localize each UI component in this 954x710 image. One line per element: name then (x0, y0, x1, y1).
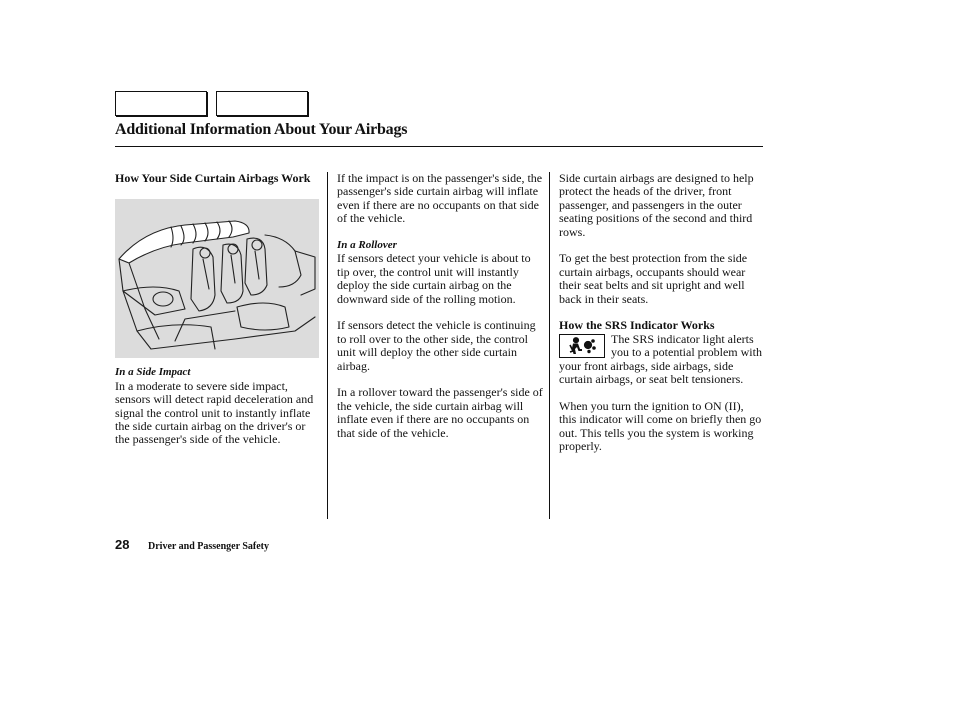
column-1 (115, 172, 323, 447)
paragraph-rollover-tip: If sensors detect your vehicle is about to tip over, the control unit will instantly deploy the side curtain airbag on the downward side of the rolling motion. (337, 251, 531, 306)
srs-indicator-glyph (567, 337, 597, 355)
column-2 (337, 172, 543, 440)
column-divider-2 (549, 172, 550, 519)
footer-section-name: Driver and Passenger Safety (148, 541, 270, 552)
title-rule (115, 146, 763, 147)
nav-tab-previous[interactable] (115, 91, 207, 116)
page-number: 28 (115, 537, 130, 552)
paragraph-best-protection: To get the best protection from the side curtain airbags, occupants should wear their seat belts and sit upright and well back in their seats. (559, 251, 748, 306)
paragraph-ignition: When you turn the ignition to ON (II), this indicator will come on briefly then go out. This tells you the system is working properly. (559, 398, 762, 454)
column-3 (559, 172, 763, 453)
paragraph-rollover-passenger: In a rollover toward the passenger's side of the vehicle, the side curtain airbag will inflate even if there are no occupants on that side of the vehicle. (337, 385, 543, 440)
car-interior-side-curtain-airbag-illustration (115, 199, 319, 358)
section-heading-srs-indicator: How the SRS Indicator Works (559, 318, 715, 333)
section-heading-side-curtain: How Your Side Curtain Airbags Work (115, 171, 311, 185)
subhead-rollover: In a Rollover (337, 239, 397, 252)
paragraph-rollover-continue: If sensors detect the vehicle is continuing to roll over to the other side, the control unit will deploy the other side curtain airbag. (337, 318, 536, 373)
nav-tab-next[interactable] (216, 91, 308, 116)
subhead-side-impact: In a Side Impact (115, 366, 191, 379)
srs-airbag-indicator-icon (559, 334, 605, 358)
paragraph-side-impact: In a moderate to severe side impact, sensors will detect rapid deceleration and signal the control unit to instantly inflate the side curtain airbag on the driver's or the passenger's side of the vehicle. (115, 378, 314, 447)
paragraph-curtain-design: Side curtain airbags are designed to help protect the heads of the driver, front passenger, and passengers in the outer seating positions of the second and third rows. (559, 171, 754, 239)
page-title: Additional Information About Your Airbags (115, 121, 408, 138)
paragraph-passenger-side-impact: If the impact is on the passenger's side, the passenger's side curtain airbag will inflate even if there are no occupants on that side of the vehicle. (337, 171, 543, 226)
paragraph-srs-indicator: The SRS indicator light alerts you to a potential problem with your front airbags, side airbags, side curtain airbags, or seat belt tensioners. (559, 331, 762, 387)
column-divider-1 (327, 172, 328, 519)
car-interior-illustration (115, 199, 319, 358)
srs-indicator-block (559, 333, 763, 387)
